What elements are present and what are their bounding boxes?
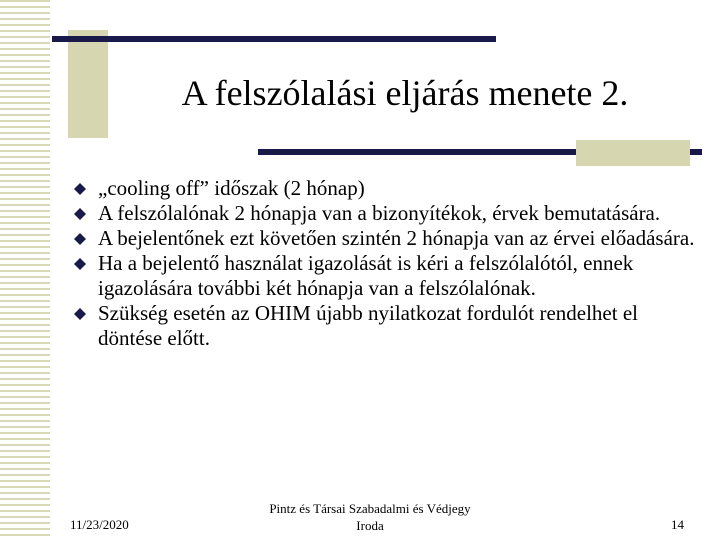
footer-organization-line2: Iroda [356, 518, 384, 533]
diamond-bullet-icon [74, 308, 86, 320]
bullet-text: A felszólalónak 2 hónapja van a bizonyítékok, érvek bemutatására. [98, 201, 661, 225]
decorative-olive-accent [576, 140, 690, 166]
bullet-text: Szükség esetén az OHIM újabb nyilatkozat fordulót rendelhet el döntése előtt. [98, 301, 638, 350]
bullet-text: Ha a bejelentő használat igazolását is kéri a felszólalótól, ennek igazolására további két hónapja van a felszólalónak. [98, 251, 634, 300]
diamond-bullet-icon [74, 233, 86, 245]
slide-title: A felszólalási eljárás menete 2. [181, 73, 629, 113]
bullet-item [74, 176, 704, 201]
bullet-item [74, 226, 704, 251]
footer-organization [250, 500, 490, 534]
page-number: 14 [671, 517, 684, 532]
bullet-item [74, 251, 704, 301]
diamond-bullet-icon [74, 208, 86, 220]
footer-date: 11/23/2020 [70, 517, 129, 532]
decorative-olive-block [68, 30, 108, 138]
decorative-top-bar [52, 36, 496, 42]
bullet-text: „cooling off” időszak (2 hónap) [98, 176, 365, 200]
diamond-bullet-icon [74, 183, 86, 195]
bullet-list [74, 176, 704, 351]
bullet-item [74, 301, 704, 351]
bullet-item [74, 201, 704, 226]
footer-organization-line1: Pintz és Társai Szabadalmi és Védjegy [269, 501, 471, 516]
diamond-bullet-icon [74, 258, 86, 270]
decorative-stripes [0, 0, 50, 540]
bullet-text: A bejelentőnek ezt követően szintén 2 hónapja van az érvei előadására. [98, 226, 695, 250]
